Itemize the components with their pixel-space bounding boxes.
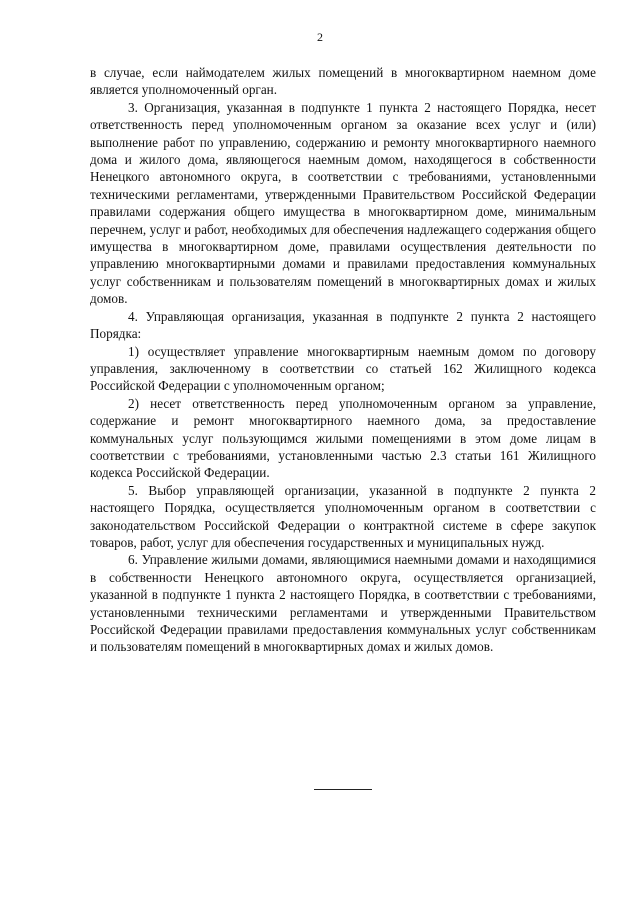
paragraph-clause-3: 3. Организация, указанная в подпункте 1 пункта 2 настоящего Порядка, несет ответственность перед уполномоченным органом за оказание всех услуг и (или) выполнение работ по управлению, содержанию и ремонту многоквартирного наемного дома и жилого дома, являющегося наемным домом, находящегося в собственности Ненецкого автономного округа, в соответствии с требованиями, установленными техническими регламентами, утвержденными Правительством Российской Федерации правилами содержания общего имущества в многоквартирном доме, минимальным перечнем, услуг и работ, необходимых для обеспечения надлежащего содержания общего имущества в многоквартирном доме, правилами осуществления деятельности по управлению многоквартирными домами и правилами предоставления коммунальных услуг собственникам и пользователям помещений в многоквартирных домах и жилых домов. [90,99,596,307]
end-separator-line [314,789,372,790]
paragraph-clause-4-item-2: 2) несет ответственность перед уполномоченным органом за управление, содержание и ремонт многоквартирного наемного дома, за предоставление коммунальных услуг пользующимся жилыми помещениями в этом доме лицам в соответствии с требованиями, установленными частью 2.3 статьи 161 Жилищного кодекса Российской Федерации. [90,395,596,481]
paragraph-continuation: в случае, если наймодателем жилых помещений в многоквартирном наемном доме является уполномоченный орган. [90,65,596,98]
paragraph-clause-4-item-1: 1) осуществляет управление многоквартирным наемным домом по договору управления, заключенному в соответствии со статьей 162 Жилищного кодекса Российской Федерации с уполномоченным органом; [90,343,596,394]
page-number: 2 [317,30,323,44]
paragraph-clause-5: 5. Выбор управляющей организации, указанной в подпункте 2 пункта 2 настоящего Порядка, осуществляется уполномоченным органом в соответствии с законодательством Российской Федерации о контрактной системе в сфере закупок товаров, работ, услуг для обеспечения государственных и муниципальных нужд. [90,482,596,550]
paragraph-clause-6: 6. Управление жилыми домами, являющимися наемными домами и находящимися в собственности Ненецкого автономного округа, осуществляется организацией, указанной в подпункте 1 пункта 2 настоящего Порядка, в соответствии с требованиями, установленными техническими регламентами и утвержденными Правительством Российской Федерации правилами предоставления коммунальных услуг собственникам и пользователям помещений в многоквартирных домах и жилых домов. [90,552,596,655]
paragraph-clause-4: 4. Управляющая организация, указанная в подпункте 2 пункта 2 настоящего Порядка: [90,308,596,342]
document-body [90,64,596,656]
